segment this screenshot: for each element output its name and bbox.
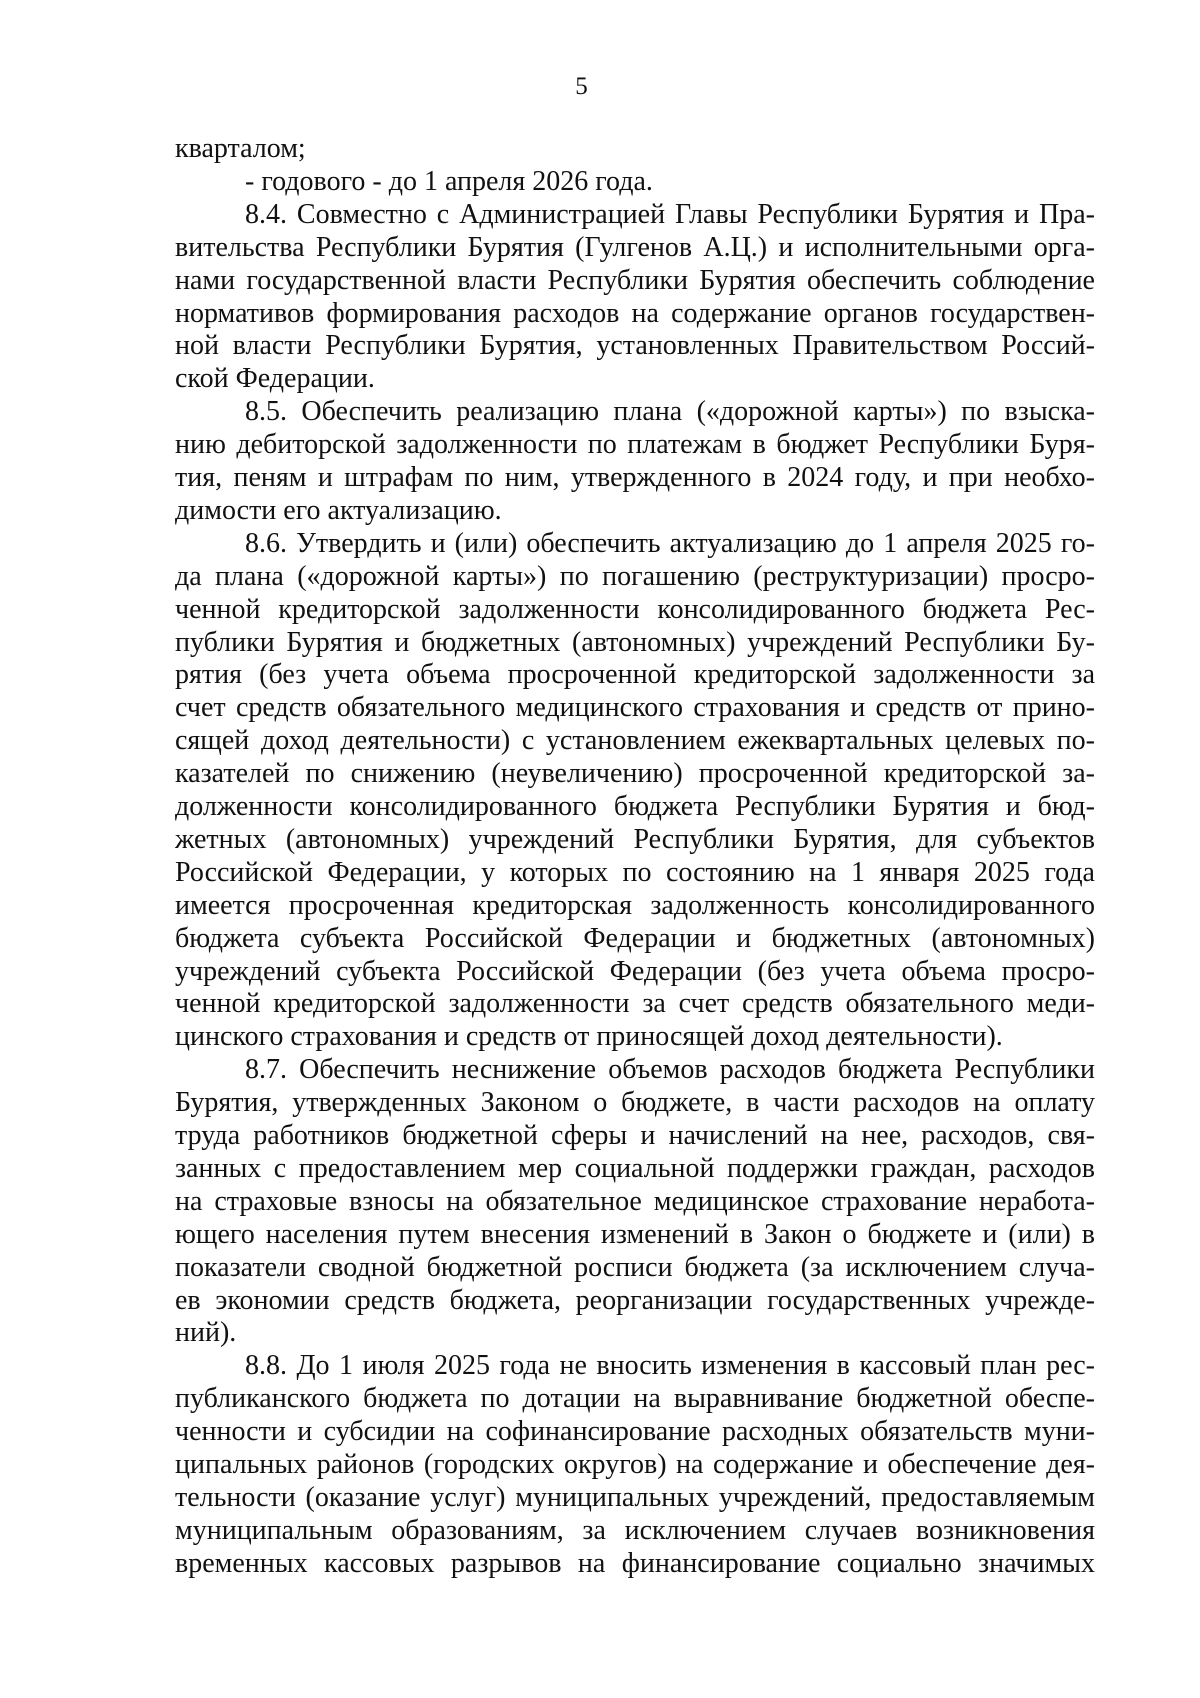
text-line: казателей по снижению (неувеличению) просроченной кредиторской за- bbox=[175, 758, 1095, 790]
page-number: 5 bbox=[575, 73, 588, 100]
text-line: жетных (автономных) учреждений Республики Бурятия, для субъектов bbox=[175, 823, 1095, 855]
text-line: публиканского бюджета по дотации на выравнивание бюджетной обеспе- bbox=[175, 1383, 1095, 1415]
text-line: димости его актуализацию. bbox=[175, 494, 502, 526]
text-line: ний). bbox=[175, 1317, 237, 1349]
text-line: ной власти Республики Бурятия, установленных Правительством Россий- bbox=[175, 330, 1095, 362]
text-line: да плана («дорожной карты») по погашению (реструктуризации) просро- bbox=[175, 560, 1095, 592]
text-line: Бурятия, утвержденных Законом о бюджете, в части расходов на оплату bbox=[175, 1087, 1095, 1119]
text-line: вительства Республики Бурятия (Гулгенов А.Ц.) и исполнительными орга- bbox=[175, 231, 1095, 263]
text-line: нию дебиторской задолженности по платежам в бюджет Республики Буря- bbox=[175, 429, 1095, 461]
text-line: 8.8. До 1 июля 2025 года не вносить изменения в кассовый план рес- bbox=[245, 1350, 1095, 1382]
text-line: имеется просроченная кредиторская задолженность консолидированного bbox=[175, 889, 1095, 921]
text-line: цинского страхования и средств от приносящей доход деятельности). bbox=[175, 1021, 1003, 1053]
text-line: нами государственной власти Республики Бурятия обеспечить соблюдение bbox=[175, 264, 1095, 296]
text-line: сящей доход деятельности) с установлением ежеквартальных целевых по- bbox=[175, 725, 1095, 757]
text-line: 8.5. Обеспечить реализацию плана («дорожной карты») по взыска- bbox=[245, 396, 1095, 428]
text-line: - годового - до 1 апреля 2026 года. bbox=[245, 165, 653, 197]
text-line: нормативов формирования расходов на содержание органов государствен- bbox=[175, 297, 1095, 329]
text-line: временных кассовых разрывов на финансирование социально значимых bbox=[175, 1547, 1095, 1579]
text-line: ченной кредиторской задолженности за счет средств обязательного меди- bbox=[175, 988, 1095, 1020]
text-line: учреждений субъекта Российской Федерации (без учета объема просро- bbox=[175, 955, 1095, 987]
text-line: ченности и субсидии на софинансирование расходных обязательств муни- bbox=[175, 1416, 1095, 1448]
text-line: муниципальным образованиям, за исключением случаев возникновения bbox=[175, 1514, 1095, 1546]
text-line: кварталом; bbox=[175, 133, 306, 164]
text-line: ев экономии средств бюджета, реорганизации государственных учрежде- bbox=[175, 1284, 1095, 1316]
text-line: рятия (без учета объема просроченной кредиторской задолженности за bbox=[175, 659, 1095, 691]
text-line: долженности консолидированного бюджета Республики Бурятия и бюд- bbox=[175, 791, 1095, 822]
text-line: 8.6. Утвердить и (или) обеспечить актуализацию до 1 апреля 2025 го- bbox=[245, 527, 1095, 559]
text-line: труда работников бюджетной сферы и начислений на нее, расходов, свя- bbox=[175, 1120, 1095, 1151]
text-line: бюджета субъекта Российской Федерации и бюджетных (автономных) bbox=[175, 922, 1095, 954]
text-line: тия, пеням и штрафам по ним, утвержденного в 2024 году, и при необхо- bbox=[175, 462, 1095, 493]
text-line: на страховые взносы на обязательное медицинское страхование неработа- bbox=[175, 1185, 1095, 1217]
text-line: ципальных районов (городских округов) на содержание и обеспечение дея- bbox=[175, 1449, 1095, 1480]
text-line: ченной кредиторской задолженности консолидированного бюджета Рес- bbox=[175, 593, 1095, 625]
text-line: ющего населения путем внесения изменений в Закон о бюджете и (или) в bbox=[175, 1218, 1095, 1250]
text-line: публики Бурятия и бюджетных (автономных) учреждений Республики Бу- bbox=[175, 626, 1095, 658]
text-line: тельности (оказание услуг) муниципальных учреждений, предоставляемым bbox=[175, 1481, 1095, 1513]
text-line: 8.4. Совместно с Администрацией Главы Республики Бурятия и Пра- bbox=[245, 198, 1095, 230]
text-line: занных с предоставлением мер социальной поддержки граждан, расходов bbox=[175, 1152, 1095, 1184]
text-line: показатели сводной бюджетной росписи бюджета (за исключением случа- bbox=[175, 1251, 1095, 1283]
text-line: ской Федерации. bbox=[175, 363, 375, 395]
text-line: счет средств обязательного медицинского страхования и средств от прино- bbox=[175, 692, 1095, 724]
text-line: Российской Федерации, у которых по состоянию на 1 января 2025 года bbox=[175, 856, 1095, 888]
text-line: 8.7. Обеспечить неснижение объемов расходов бюджета Республики bbox=[245, 1054, 1095, 1086]
